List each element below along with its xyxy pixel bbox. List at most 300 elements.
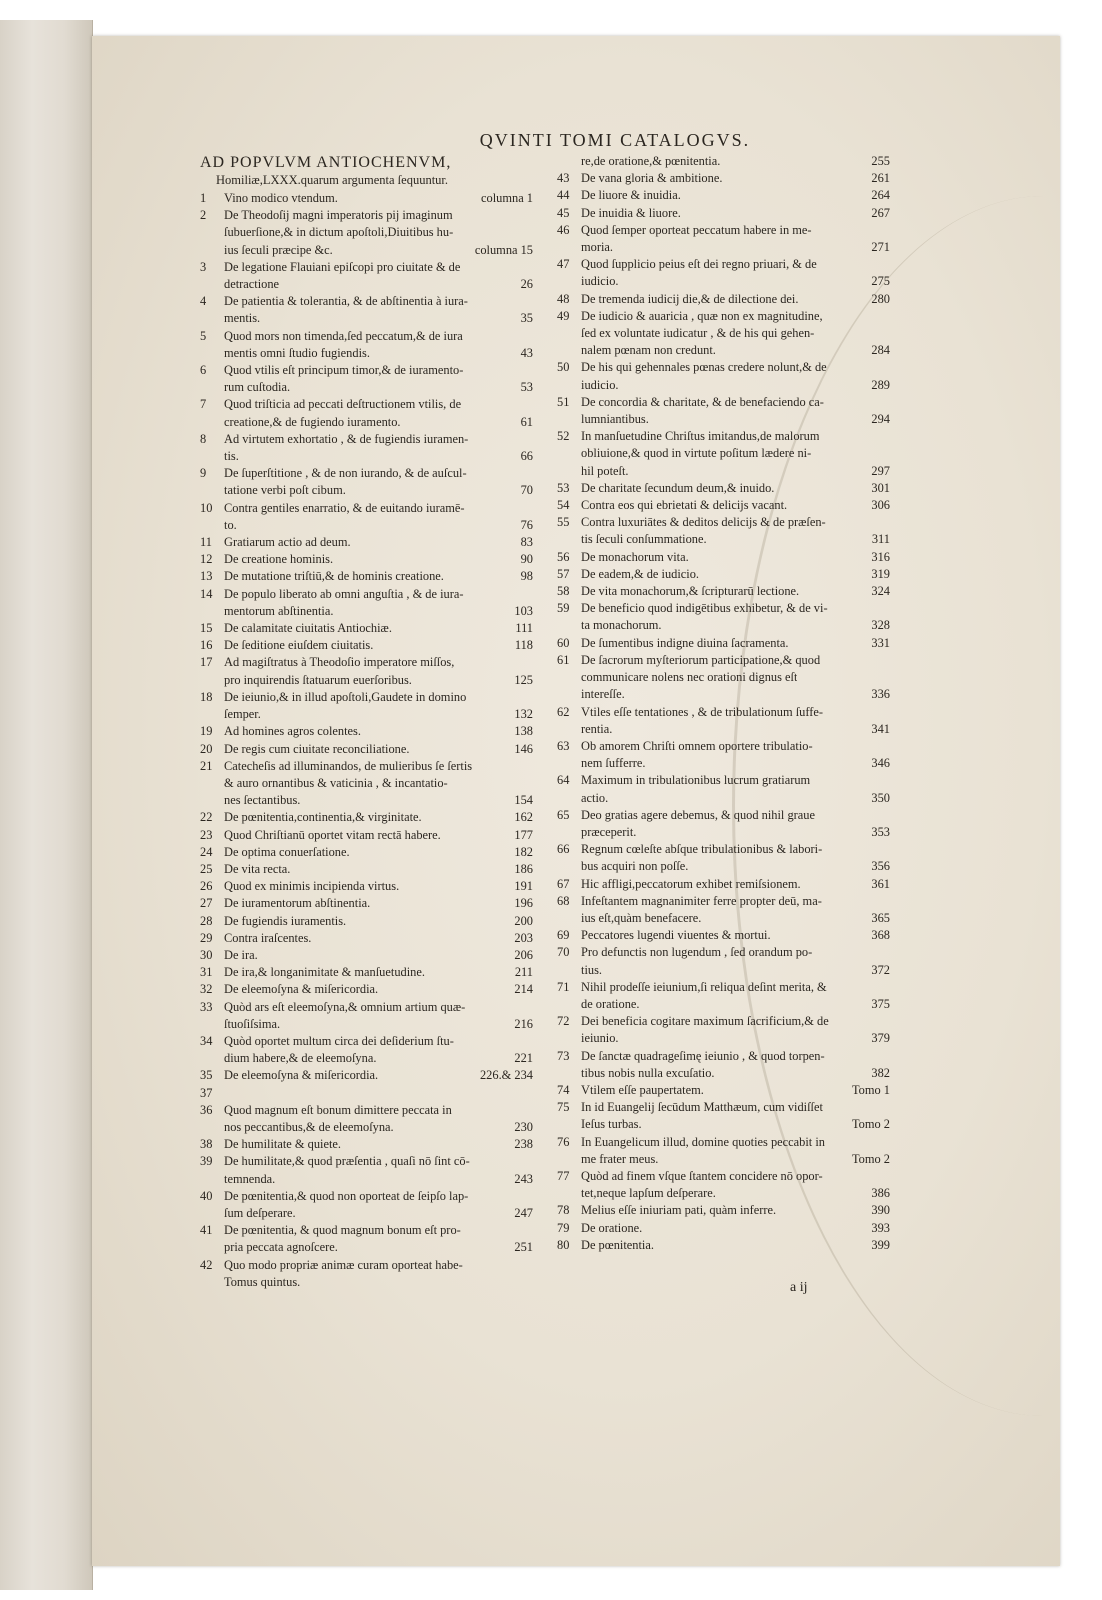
catalog-entry bbox=[200, 293, 533, 327]
entry-column-ref: 386 bbox=[871, 1186, 890, 1201]
entry-number: 11 bbox=[200, 535, 212, 550]
entry-text: Quòd ars eſt eleemoſyna,& omnium artium quæ- bbox=[224, 999, 466, 1014]
entry-column-ref: 336 bbox=[871, 687, 890, 702]
entry-number: 77 bbox=[557, 1168, 570, 1183]
catalog-entry bbox=[557, 979, 890, 1013]
catalog-entry bbox=[557, 1013, 890, 1047]
catalog-entry bbox=[200, 895, 533, 912]
entry-text: pria peccata agnoſcere. bbox=[224, 1240, 338, 1255]
catalog-entry bbox=[557, 807, 890, 841]
entry-text: pro inquirendis ſtatuarum euerſoribus. bbox=[224, 672, 412, 687]
entry-text: De vana gloria & ambitione. bbox=[581, 171, 723, 186]
catalog-entry bbox=[557, 772, 890, 806]
entry-column-ref bbox=[884, 704, 890, 721]
entry-number: 58 bbox=[557, 584, 570, 599]
entry-text: Gratiarum actio ad deum. bbox=[224, 535, 351, 550]
entry-column-ref: 311 bbox=[871, 532, 890, 547]
entry-column-ref bbox=[527, 465, 533, 482]
entry-column-ref: 375 bbox=[871, 996, 890, 1011]
entry-column-ref: 247 bbox=[514, 1205, 533, 1220]
catalog-entry bbox=[557, 514, 890, 548]
entry-text: De pœnitentia. bbox=[581, 1237, 654, 1252]
entry-text: Quod triſticia ad peccati deſtructionem vtilis, de bbox=[224, 397, 462, 412]
catalog-entry bbox=[200, 723, 533, 740]
entry-column-ref bbox=[527, 293, 533, 310]
entry-number: 75 bbox=[557, 1100, 570, 1115]
entry-text: & auro ornantibus & vaticinia , & incantatio- bbox=[224, 775, 448, 790]
entry-number: 57 bbox=[557, 566, 570, 581]
entry-number: 6 bbox=[200, 363, 207, 378]
entry-text: ſtuoſiſsima. bbox=[224, 1016, 281, 1031]
entry-text: Vtiles eſſe tentationes , & de tribulationum ſuffe- bbox=[581, 704, 824, 719]
entry-column-ref: 76 bbox=[520, 517, 533, 532]
entry-number: 13 bbox=[200, 569, 213, 584]
entry-text: De creatione hominis. bbox=[224, 552, 334, 567]
entry-column-ref bbox=[884, 1048, 890, 1065]
catalog-entry bbox=[200, 758, 533, 810]
entry-column-ref bbox=[527, 362, 533, 379]
entry-text: Quod vtilis eſt principum timor,& de iuramento- bbox=[224, 363, 464, 378]
entry-number: 64 bbox=[557, 773, 570, 788]
entry-column-ref: 289 bbox=[871, 377, 890, 392]
entry-column-ref bbox=[884, 514, 890, 531]
entry-number: 32 bbox=[200, 982, 213, 997]
entry-text: Vino modico vtendum. bbox=[224, 191, 338, 205]
entry-column-ref bbox=[527, 328, 533, 345]
entry-column-ref: 271 bbox=[871, 240, 890, 255]
catalog-entry bbox=[557, 927, 890, 944]
entry-number: 60 bbox=[557, 635, 570, 650]
entry-column-ref bbox=[884, 1099, 890, 1116]
entry-column-ref: 154 bbox=[514, 793, 533, 808]
catalog-entry bbox=[557, 1202, 890, 1219]
book-spine bbox=[0, 20, 93, 1590]
catalog-entry bbox=[200, 431, 533, 465]
entry-number: 80 bbox=[557, 1237, 570, 1252]
entry-column-ref bbox=[884, 807, 890, 824]
entry-number: 71 bbox=[557, 979, 570, 994]
catalog-entry bbox=[200, 861, 533, 878]
entry-number: 55 bbox=[557, 515, 570, 530]
entry-column-ref: 350 bbox=[871, 790, 890, 805]
entry-number: 5 bbox=[200, 328, 207, 343]
entry-column-ref: 125 bbox=[514, 672, 533, 687]
catalog-entry bbox=[200, 396, 533, 430]
entry-number: 4 bbox=[200, 294, 207, 309]
entry-number: 25 bbox=[200, 861, 213, 876]
entry-column-ref bbox=[884, 428, 890, 445]
entry-column-ref bbox=[884, 600, 890, 617]
catalog-entry bbox=[200, 362, 533, 396]
entry-text: Ob amorem Chriſti omnem oportere tribulatio- bbox=[581, 738, 813, 753]
entry-text: Quòd oportet multum circa dei deſiderium ſtu- bbox=[224, 1033, 454, 1048]
catalog-entry bbox=[200, 1188, 533, 1222]
entry-text: De patientia & tolerantia, & de abſtinentia à iura- bbox=[224, 294, 468, 309]
entry-text: tatione verbi poſt cibum. bbox=[224, 483, 346, 498]
entry-text: rum cuſtodia. bbox=[224, 380, 291, 395]
entry-text: temnenda. bbox=[224, 1171, 276, 1186]
entry-text: De iudicio & auaricia , quæ non ex magnitudine, bbox=[581, 308, 823, 323]
entry-text: Quod magnum eſt bonum dimittere peccata in bbox=[224, 1102, 452, 1117]
entry-text: mentis. bbox=[224, 311, 261, 326]
entry-text: Dei beneficia cogitare maximum ſacrificium,& de bbox=[581, 1014, 829, 1029]
catalog-entry bbox=[200, 844, 533, 861]
entry-text: ſubuerſione,& in dictum apoſtoli,Diuitibus hu- bbox=[224, 225, 454, 240]
entry-column-ref bbox=[527, 758, 533, 775]
entry-number: 2 bbox=[200, 208, 207, 223]
entry-text: præceperit. bbox=[581, 824, 637, 839]
catalog-entry bbox=[557, 652, 890, 704]
page-header: QVINTI TOMI CATALOGVS. bbox=[479, 130, 751, 150]
entry-number: 51 bbox=[557, 394, 570, 409]
catalog-entry bbox=[557, 549, 890, 566]
catalog-entry bbox=[200, 827, 533, 844]
entry-number: 65 bbox=[557, 807, 570, 822]
entry-number: 69 bbox=[557, 928, 570, 943]
entry-number: 18 bbox=[200, 689, 213, 704]
catalog-entry bbox=[557, 170, 890, 187]
entry-column-ref: 280 bbox=[871, 291, 890, 306]
entry-text: Quod ſupplicio peius eſt dei regno priuari, & de bbox=[581, 257, 817, 272]
catalog-entry bbox=[557, 566, 890, 583]
entry-text: moria. bbox=[581, 240, 613, 255]
entry-text: actio. bbox=[581, 790, 609, 805]
entry-column-ref: 393 bbox=[871, 1220, 890, 1235]
entry-number: 34 bbox=[200, 1033, 213, 1048]
entry-text: De iuramentorum abſtinentia. bbox=[224, 896, 371, 911]
entry-text: re,de oratione,& pœnitentia. bbox=[581, 154, 721, 168]
entry-number: 27 bbox=[200, 896, 213, 911]
entry-number: 29 bbox=[200, 930, 213, 945]
catalog-entry bbox=[557, 876, 890, 893]
entry-number: 12 bbox=[200, 552, 213, 567]
catalog-entry bbox=[200, 637, 533, 654]
entry-text: tius. bbox=[581, 962, 602, 977]
entry-number: 53 bbox=[557, 480, 570, 495]
entry-text: Maximum in tribulationibus lucrum gratiarum bbox=[581, 773, 811, 788]
entry-column-ref: 186 bbox=[514, 861, 533, 876]
entry-number: 31 bbox=[200, 965, 213, 980]
catalog-entry bbox=[200, 568, 533, 585]
catalog-entry bbox=[557, 1082, 890, 1099]
entry-column-ref: 324 bbox=[871, 584, 890, 599]
entry-text: Contra gentiles enarratio, & de euitando iuramē- bbox=[224, 500, 465, 515]
entry-text: Infeſtantem magnanimiter ferre propter deū, ma- bbox=[581, 893, 822, 908]
entry-text: In Euangelicum illud, domine quoties peccabit in bbox=[581, 1134, 825, 1149]
entry-text: creatione,& de fugiendo iuramento. bbox=[224, 414, 401, 429]
entry-text: De humilitate & quiete. bbox=[224, 1137, 341, 1152]
entry-number: 10 bbox=[200, 500, 213, 515]
catalog-entry bbox=[557, 738, 890, 772]
entry-text: Contra iraſcentes. bbox=[224, 930, 312, 945]
entry-number: 54 bbox=[557, 498, 570, 513]
entry-text: De his qui gehennales pœnas credere nolunt,& de bbox=[581, 360, 827, 375]
entry-column-ref bbox=[527, 396, 533, 413]
entry-text: nem ſufferre. bbox=[581, 756, 646, 771]
catalog-entry bbox=[557, 428, 890, 480]
entry-column-ref: 61 bbox=[520, 414, 533, 429]
entry-column-ref: 90 bbox=[520, 552, 533, 567]
catalog-entry bbox=[200, 620, 533, 637]
entry-number: 48 bbox=[557, 291, 570, 306]
entry-text: de oratione. bbox=[581, 996, 640, 1011]
entry-column-ref bbox=[527, 431, 533, 448]
entry-text: dium habere,& de eleemoſyna. bbox=[224, 1051, 377, 1066]
entry-text: De optima conuerſatione. bbox=[224, 844, 350, 859]
catalog-entry bbox=[200, 947, 533, 964]
entry-column-ref bbox=[884, 256, 890, 273]
catalog-entry bbox=[557, 1099, 890, 1133]
entry-number: 46 bbox=[557, 222, 570, 237]
catalog-entry bbox=[557, 635, 890, 652]
entry-text: De ira. bbox=[224, 947, 258, 962]
entry-text: De ira,& longanimitate & manſuetudine. bbox=[224, 965, 425, 980]
entry-column-ref: 182 bbox=[514, 844, 533, 859]
entry-text: De regis cum ciuitate reconciliatione. bbox=[224, 741, 410, 756]
entry-column-ref: 353 bbox=[871, 824, 890, 839]
entry-column-ref: 177 bbox=[514, 827, 533, 842]
entry-column-ref bbox=[527, 1033, 533, 1050]
entry-text: hil poteſt. bbox=[581, 463, 629, 478]
entry-number: 30 bbox=[200, 947, 213, 962]
entry-column-ref: 267 bbox=[871, 205, 890, 220]
entry-number: 40 bbox=[200, 1188, 213, 1203]
entry-column-ref: 226.& 234 bbox=[479, 1068, 533, 1083]
catalog-entry bbox=[557, 1220, 890, 1237]
entry-text: De tremenda iudicij die,& de dilectione dei. bbox=[581, 291, 799, 306]
entry-column-ref: 390 bbox=[871, 1203, 890, 1218]
entry-text: De eleemoſyna & miſericordia. bbox=[224, 982, 379, 997]
entry-number: 19 bbox=[200, 724, 213, 739]
entry-column-ref: 356 bbox=[871, 859, 890, 874]
entry-text: Quòd ad finem vſque ſtantem concidere nō opor- bbox=[581, 1168, 823, 1183]
entry-column-ref: 294 bbox=[871, 412, 890, 427]
entry-column-ref bbox=[884, 222, 890, 239]
entry-number: 67 bbox=[557, 876, 570, 891]
entry-text: Quod ſemper oporteat peccatum habere in me- bbox=[581, 222, 812, 237]
entry-number: 9 bbox=[200, 466, 207, 481]
entry-column-ref: 331 bbox=[871, 635, 890, 650]
entry-text: tibus nobis nulla excuſatio. bbox=[581, 1065, 715, 1080]
entry-number: 47 bbox=[557, 257, 570, 272]
entry-text: mentis omni ſtudio fugiendis. bbox=[224, 345, 370, 360]
entry-column-ref bbox=[527, 999, 533, 1016]
entry-column-ref: 118 bbox=[514, 638, 533, 653]
catalog-entry bbox=[200, 1067, 533, 1101]
entry-number: 1 bbox=[200, 191, 207, 205]
entry-text: Contra eos qui ebrietati & delicijs vacant. bbox=[581, 498, 788, 513]
catalog-entry bbox=[557, 187, 890, 204]
catalog-entry bbox=[200, 328, 533, 362]
entry-text: mentorum abſtinentia. bbox=[224, 603, 334, 618]
entry-column-ref bbox=[884, 1134, 890, 1151]
entry-column-ref: 297 bbox=[871, 463, 890, 478]
entry-column-ref: 372 bbox=[871, 962, 890, 977]
entry-number: 79 bbox=[557, 1220, 570, 1235]
catalog-entry bbox=[200, 259, 533, 293]
entry-number: 28 bbox=[200, 913, 213, 928]
section-title: AD POPVLVM ANTIOCHENVM, bbox=[200, 154, 452, 171]
entry-column-ref bbox=[527, 1257, 533, 1274]
entry-text: De ieiunio,& in illud apoſtoli,Gaudete in domino bbox=[224, 689, 467, 704]
catalog-entry bbox=[557, 256, 890, 290]
entry-number: 78 bbox=[557, 1203, 570, 1218]
entry-text: ius eſt,quàm benefacere. bbox=[581, 910, 702, 925]
entry-number: 7 bbox=[200, 397, 207, 412]
entry-text: Ieſus turbas. bbox=[581, 1117, 642, 1132]
entry-number: 41 bbox=[200, 1223, 213, 1238]
entry-column-ref bbox=[884, 325, 890, 342]
entry-column-ref: 83 bbox=[520, 535, 533, 550]
entry-number: 49 bbox=[557, 308, 570, 323]
entry-number: 22 bbox=[200, 810, 213, 825]
entry-number: 72 bbox=[557, 1014, 570, 1029]
entry-number: 20 bbox=[200, 741, 213, 756]
entry-column-ref: 368 bbox=[871, 928, 890, 943]
catalog-entry bbox=[557, 704, 890, 738]
left-column bbox=[200, 153, 533, 1291]
entry-text: De concordia & charitate, & de benefaciendo ca- bbox=[581, 394, 824, 409]
entry-column-ref bbox=[884, 893, 890, 910]
entry-column-ref: 214 bbox=[514, 982, 533, 997]
entry-text: iudicio. bbox=[581, 274, 619, 289]
catalog-entry bbox=[200, 1136, 533, 1153]
entry-text: Ad virtutem exhortatio , & de fugiendis iuramen- bbox=[224, 431, 469, 446]
entry-number: 74 bbox=[557, 1082, 570, 1097]
entry-column-ref: 200 bbox=[514, 913, 533, 928]
catalog-entry bbox=[557, 359, 890, 393]
entry-column-ref: 132 bbox=[514, 707, 533, 722]
entry-text: Hic affligi,peccatorum exhibet remiſsionem. bbox=[581, 876, 801, 891]
catalog-entry bbox=[200, 741, 533, 758]
entry-text: me frater meus. bbox=[581, 1151, 659, 1166]
entry-number: 35 37 bbox=[200, 1068, 213, 1100]
entry-column-ref bbox=[527, 1153, 533, 1170]
catalog-entry bbox=[200, 1102, 533, 1136]
entry-text: De legatione Flauiani epiſcopi pro ciuitate & de bbox=[224, 259, 461, 274]
entry-text: De pœnitentia,& quod non oporteat de ſeipſo lap- bbox=[224, 1188, 469, 1203]
entry-column-ref bbox=[527, 500, 533, 517]
entry-number: 73 bbox=[557, 1048, 570, 1063]
entry-number: 50 bbox=[557, 360, 570, 375]
entry-column-ref: 346 bbox=[871, 756, 890, 771]
entry-number: 39 bbox=[200, 1154, 213, 1169]
entry-column-ref: 211 bbox=[514, 965, 533, 980]
entry-number: 3 bbox=[200, 259, 207, 274]
entry-number: 45 bbox=[557, 205, 570, 220]
entry-text: De humilitate,& quod præſentia , quaſi nō ſint cō- bbox=[224, 1154, 470, 1169]
entry-text: De eleemoſyna & miſericordia. bbox=[224, 1068, 379, 1083]
entry-column-ref bbox=[884, 308, 890, 325]
entry-column-ref: 146 bbox=[514, 741, 533, 756]
entry-column-ref bbox=[884, 772, 890, 789]
entry-column-ref: 221 bbox=[514, 1051, 533, 1066]
entry-text: De charitate ſecundum deum,& inuido. bbox=[581, 480, 775, 495]
entry-text: De monachorum vita. bbox=[581, 549, 689, 564]
catalog-entry bbox=[557, 893, 890, 927]
entry-number: 63 bbox=[557, 738, 570, 753]
entry-column-ref: 284 bbox=[871, 343, 890, 358]
entry-column-ref: 255 bbox=[871, 154, 890, 168]
entry-text: De mutatione triſtiū,& de hominis creatione. bbox=[224, 569, 444, 584]
right-column bbox=[557, 153, 890, 1291]
entry-text: Quo modo propriæ animæ curam oporteat habe- bbox=[224, 1257, 463, 1272]
catalog-entry bbox=[557, 497, 890, 514]
entry-column-ref bbox=[884, 394, 890, 411]
entry-column-ref: 275 bbox=[871, 274, 890, 289]
entry-text: De ſuperſtitione , & de non iurando, & de auſcul- bbox=[224, 466, 467, 481]
entry-text: De ſeditione eiuſdem ciuitatis. bbox=[224, 638, 374, 653]
entry-column-ref: 26 bbox=[520, 277, 533, 292]
catalog-entry bbox=[200, 586, 533, 620]
entry-column-ref bbox=[884, 979, 890, 996]
entry-text: Melius eſſe iniuriam pati, quàm inferre. bbox=[581, 1203, 777, 1218]
entry-column-ref: 203 bbox=[514, 930, 533, 945]
entry-text: Catecheſis ad illuminandos, de mulieribus ſe ſertis bbox=[224, 758, 473, 773]
entry-text: nos peccantibus,& de eleemoſyna. bbox=[224, 1119, 394, 1134]
catalog-entry bbox=[557, 308, 890, 360]
entry-column-ref bbox=[884, 359, 890, 376]
entry-column-ref bbox=[884, 944, 890, 961]
catalog-entry bbox=[200, 930, 533, 947]
catalog-entry bbox=[200, 500, 533, 534]
entry-column-ref bbox=[884, 445, 890, 462]
entry-number bbox=[557, 153, 581, 170]
catalog-entry bbox=[557, 222, 890, 256]
entry-column-ref: 264 bbox=[871, 188, 890, 203]
entry-column-ref: Tomo 2 bbox=[851, 1117, 890, 1132]
entry-text: intereſſe. bbox=[581, 687, 625, 702]
catalog-entry bbox=[557, 153, 890, 170]
catalog-entry bbox=[557, 583, 890, 600]
entry-text: Peccatores lugendi viuentes & mortui. bbox=[581, 928, 771, 943]
entry-text: nalem pœnam non credunt. bbox=[581, 343, 716, 358]
entry-column-ref: 206 bbox=[514, 947, 533, 962]
entry-text: iudicio. bbox=[581, 377, 619, 392]
entry-column-ref: 379 bbox=[871, 1031, 890, 1046]
entry-number: 33 bbox=[200, 999, 213, 1014]
entry-text: ſed ex voluntate iudicatur , & de his qui gehen- bbox=[581, 326, 815, 341]
entry-column-ref: 316 bbox=[871, 549, 890, 564]
entry-number: 42 bbox=[200, 1257, 213, 1272]
catalog-entry bbox=[200, 1153, 533, 1187]
entry-column-ref: 306 bbox=[871, 498, 890, 513]
catalog-entry bbox=[557, 944, 890, 978]
catalog-entry bbox=[200, 654, 533, 688]
entry-number: 68 bbox=[557, 893, 570, 908]
entry-text: ta monachorum. bbox=[581, 618, 662, 633]
entry-column-ref bbox=[884, 1013, 890, 1030]
entry-column-ref: 35 bbox=[520, 311, 533, 326]
entry-number: 16 bbox=[200, 638, 213, 653]
entry-column-ref: 103 bbox=[514, 603, 533, 618]
entry-text: De pœnitentia,continentia,& virginitate. bbox=[224, 810, 422, 825]
entry-text: Tomus quintus. bbox=[224, 1274, 301, 1289]
entry-text: tet,neque lapſum deſperare. bbox=[581, 1186, 716, 1201]
catalog-entry bbox=[557, 291, 890, 308]
entry-text: In manſuetudine Chriſtus imitandus,de malorum bbox=[581, 429, 820, 444]
entry-text: Quod ex minimis incipienda virtus. bbox=[224, 879, 400, 894]
entry-number: 43 bbox=[557, 171, 570, 186]
entry-text: detractione bbox=[224, 277, 280, 292]
entry-column-ref: 111 bbox=[515, 621, 533, 636]
catalog-entry bbox=[200, 1033, 533, 1067]
catalog-entry bbox=[557, 480, 890, 497]
entry-number: 66 bbox=[557, 842, 570, 857]
entry-number: 61 bbox=[557, 652, 570, 667]
entry-number: 56 bbox=[557, 549, 570, 564]
entry-text: Regnum cœleſte abſque tribulationibus & labori- bbox=[581, 842, 823, 857]
